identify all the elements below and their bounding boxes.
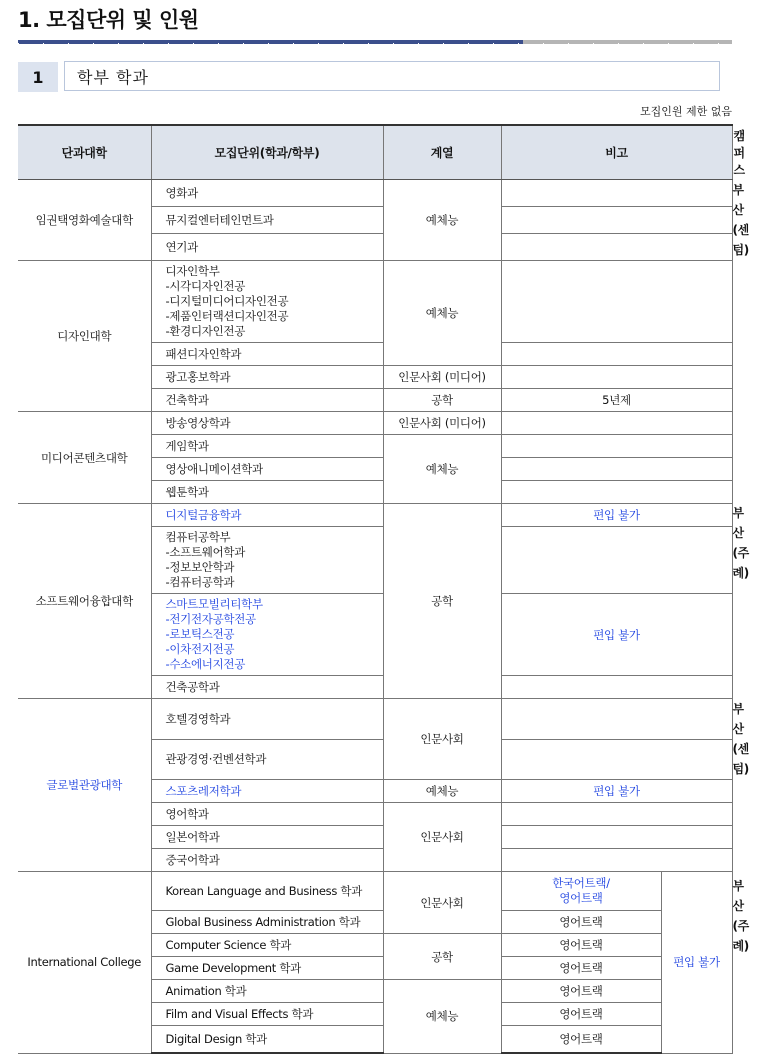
unit-cell: 중국어학과 — [151, 849, 383, 872]
unit-cell: 건축공학과 — [151, 676, 383, 699]
table-row — [18, 504, 732, 527]
remark-cell — [501, 234, 732, 261]
track-cell — [501, 872, 661, 911]
header-unit: 모집단위(학과/학부) — [151, 125, 383, 180]
unit-line: -전기전자공학전공 — [165, 612, 256, 626]
field-cell: 인문사회 — [383, 699, 501, 780]
track-cell: 영어트랙 — [501, 1026, 661, 1054]
unit-line: -디지털미디어디자인전공 — [165, 294, 289, 308]
unit-cell: 연기과 — [151, 234, 383, 261]
unit-cell: 디지털금융학과 — [151, 504, 383, 527]
unit-line: -이차전지전공 — [165, 642, 235, 656]
unit-cell: Korean Language and Business 학과 — [151, 872, 383, 911]
unit-line: -제품인터랙션디자인전공 — [165, 309, 289, 323]
field-cell: 예체능 — [383, 780, 501, 803]
unit-cell: 건축학과 — [151, 389, 383, 412]
track-line: 한국어트랙/ — [552, 876, 610, 890]
college-cell: 미디어콘텐츠대학 — [18, 412, 151, 504]
field-cell: 인문사회 (미디어) — [383, 412, 501, 435]
table-row — [18, 412, 732, 435]
table-row — [18, 872, 732, 911]
remark-cell — [501, 849, 732, 872]
track-cell: 영어트랙 — [501, 934, 661, 957]
unit-cell: Digital Design 학과 — [151, 1026, 383, 1054]
table-row: 스포츠레저학과 예체능 편입 불가 부산 (주례) — [18, 780, 732, 803]
college-cell: 글로벌관광대학 — [18, 699, 151, 872]
unit-line: -환경디자인전공 — [165, 324, 246, 338]
unit-cell: 웹툰학과 — [151, 481, 383, 504]
remark-cell: 편입 불가 — [501, 594, 732, 676]
title-divider — [18, 40, 732, 44]
remark-cell — [501, 699, 732, 740]
track-cell: 영어트랙 — [501, 1003, 661, 1026]
unit-cell: 패션디자인학과 — [151, 343, 383, 366]
unit-cell — [151, 261, 383, 343]
field-cell: 공학 — [383, 389, 501, 412]
remark-cell — [501, 527, 732, 594]
header-field: 계열 — [383, 125, 501, 180]
unit-cell: 광고홍보학과 — [151, 366, 383, 389]
field-cell: 인문사회 — [383, 872, 501, 934]
remark-cell — [501, 261, 732, 343]
unit-line: 디자인학부 — [165, 264, 220, 278]
track-cell: 영어트랙 — [501, 957, 661, 980]
unit-cell: Global Business Administration 학과 — [151, 911, 383, 934]
header-college: 단과대학 — [18, 125, 151, 180]
unit-cell: 뮤지컬엔터테인먼트과 — [151, 207, 383, 234]
remark-cell — [501, 180, 732, 207]
page-title: 1. 모집단위 및 인원 — [18, 8, 199, 32]
unit-cell: 일본어학과 — [151, 826, 383, 849]
college-cell: 디자인대학 — [18, 261, 151, 412]
remark-cell: 편입 불가 — [661, 872, 732, 1054]
track-cell: 영어트랙 — [501, 911, 661, 934]
unit-cell: 영어학과 — [151, 803, 383, 826]
college-cell: 소프트웨어융합대학 — [18, 504, 151, 699]
unit-cell: Animation 학과 — [151, 980, 383, 1003]
unit-line: -로보틱스전공 — [165, 627, 235, 641]
remark-cell — [501, 412, 732, 435]
college-cell: International College — [18, 872, 151, 1054]
unit-line: -소프트웨어학과 — [165, 545, 246, 559]
field-cell: 예체능 — [383, 980, 501, 1054]
remark-cell — [501, 207, 732, 234]
unit-line: 컴퓨터공학부 — [165, 530, 231, 544]
field-cell: 공학 — [383, 934, 501, 980]
remark-cell: 5년제 — [501, 389, 732, 412]
field-cell: 공학 — [383, 504, 501, 699]
section-title: 학부 학과 — [64, 61, 720, 91]
unit-cell: 방송영상학과 — [151, 412, 383, 435]
unit-cell: 호텔경영학과 — [151, 699, 383, 740]
unit-cell — [151, 594, 383, 676]
remark-cell — [501, 739, 732, 780]
unit-line: -정보보안학과 — [165, 560, 235, 574]
unit-line: -시각디자인전공 — [165, 279, 246, 293]
table-row: 임권택영화예술대학 영화과 예체능 부산 (센텀) — [18, 180, 732, 207]
table-row: 글로벌관광대학 호텔경영학과 인문사회 부산 (센텀) — [18, 699, 732, 740]
unit-cell: Film and Visual Effects 학과 — [151, 1003, 383, 1026]
remark-cell — [501, 826, 732, 849]
track-cell: 영어트랙 — [501, 980, 661, 1003]
unit-cell — [151, 527, 383, 594]
field-cell: 예체능 — [383, 180, 501, 261]
unit-cell: Game Development 학과 — [151, 957, 383, 980]
unit-line: 스마트모빌리티학부 — [165, 597, 263, 611]
remark-cell — [501, 481, 732, 504]
remark-cell: 편입 불가 — [501, 504, 732, 527]
section-number: 1 — [18, 62, 58, 92]
field-cell: 예체능 — [383, 261, 501, 366]
remark-cell — [501, 676, 732, 699]
quota-note: 모집인원 제한 없음 — [639, 105, 732, 118]
header-remarks: 비고 — [501, 125, 732, 180]
field-cell: 인문사회 — [383, 803, 501, 872]
field-cell: 인문사회 (미디어) — [383, 366, 501, 389]
table-row: 디자인대학 디자인학부 -시각디자인전공 -디지털미디어디자인전공 -제품인터랙션디자인전공 -환경디자인전공 예체능 부산 (주례) — [18, 261, 732, 343]
college-cell: 임권택영화예술대학 — [18, 180, 151, 261]
unit-cell: 관광경영·컨벤션학과 — [151, 739, 383, 780]
field-cell: 예체능 — [383, 435, 501, 504]
unit-cell: Computer Science 학과 — [151, 934, 383, 957]
remark-cell — [501, 343, 732, 366]
unit-cell: 스포츠레저학과 — [151, 780, 383, 803]
unit-cell: 게임학과 — [151, 435, 383, 458]
table-header-row: 단과대학 모집단위(학과/학부) 계열 비고 캠퍼스 — [18, 125, 732, 180]
remark-cell — [501, 435, 732, 458]
remark-cell — [501, 458, 732, 481]
unit-line: -컴퓨터공학과 — [165, 575, 235, 589]
unit-line: -수소에너지전공 — [165, 657, 246, 671]
unit-cell: 영상애니메이션학과 — [151, 458, 383, 481]
remark-cell — [501, 803, 732, 826]
track-line: 영어트랙 — [559, 891, 603, 905]
remark-cell — [501, 366, 732, 389]
admission-units-table — [18, 124, 749, 1054]
remark-cell: 편입 불가 — [501, 780, 732, 803]
unit-cell: 영화과 — [151, 180, 383, 207]
